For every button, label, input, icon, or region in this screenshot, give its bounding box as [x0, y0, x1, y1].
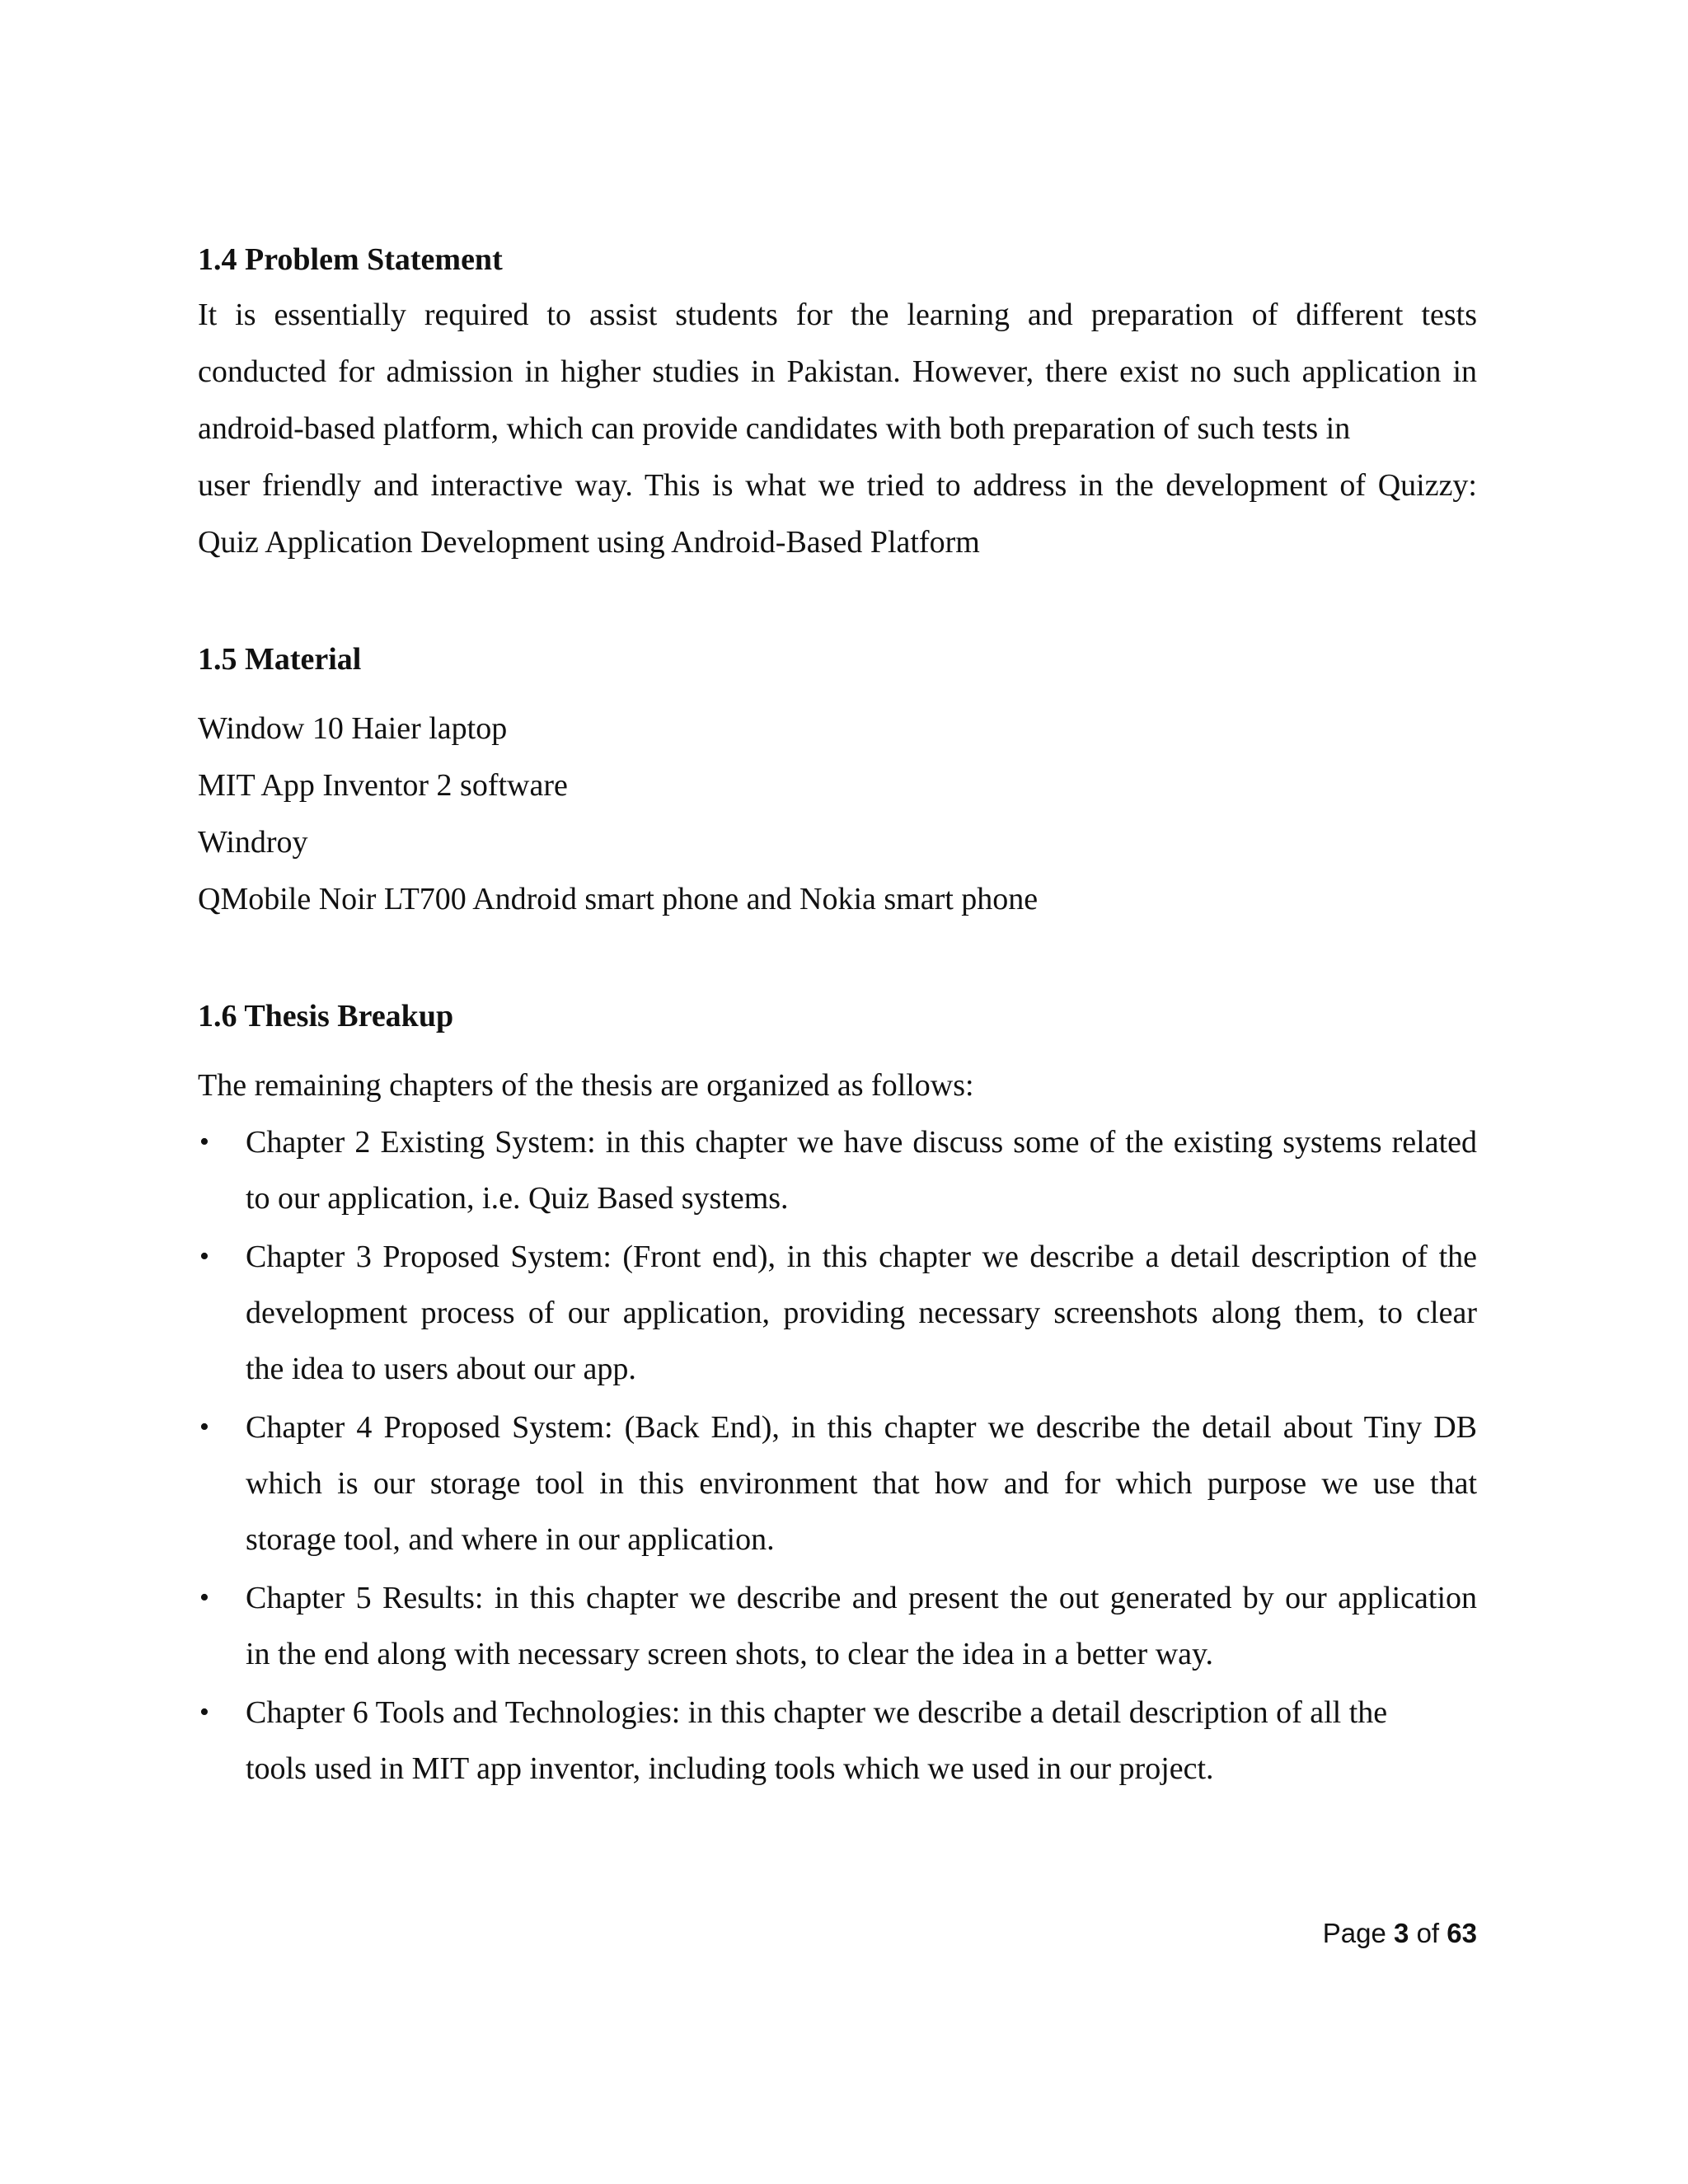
bullet-icon: • — [199, 1241, 209, 1272]
bullet-line: the idea to users about our app. — [246, 1352, 636, 1386]
bullet-line: Chapter 4 Proposed System: (Back End), in this chapter we describe the detail about Tiny DB — [246, 1410, 1477, 1445]
chapter-bullet-item — [198, 1229, 1477, 1397]
page-number-footer — [1319, 1917, 1477, 1950]
material-heading: 1.5 Material — [198, 642, 362, 677]
paragraph-line: Quiz Application Development using Android-Based Platform — [198, 525, 980, 560]
material-item: MIT App Inventor 2 software — [198, 768, 568, 803]
bullet-line: Chapter 3 Proposed System: (Front end), in this chapter we describe a detail description of the — [246, 1240, 1477, 1274]
material-item: Window 10 Haier laptop — [198, 711, 508, 746]
bullet-line: Chapter 5 Results: in this chapter we describe and present the out generated by our application — [246, 1581, 1477, 1615]
bullet-line: to our application, i.e. Quiz Based systems. — [246, 1181, 789, 1216]
of-word: of — [1416, 1918, 1440, 1948]
paragraph-line: conducted for admission in higher studies in Pakistan. However, there exist no such application in — [198, 354, 1477, 389]
bullet-line: in the end along with necessary screen shots, to clear the idea in a better way. — [246, 1637, 1214, 1671]
paragraph-line: android-based platform, which can provide candidates with both preparation of such tests in — [198, 411, 1351, 446]
thesis-breakup-intro: The remaining chapters of the thesis are organized as follows: — [198, 1068, 974, 1103]
chapter-bullet-list — [198, 1114, 1477, 1799]
material-list — [198, 701, 1038, 928]
bullet-line: Chapter 6 Tools and Technologies: in this chapter we describe a detail description of all the — [246, 1695, 1388, 1730]
bullet-icon: • — [199, 1582, 209, 1613]
problem-statement-heading: 1.4 Problem Statement — [198, 242, 503, 277]
bullet-line: tools used in MIT app inventor, including tools which we used in our project. — [246, 1751, 1214, 1786]
bullet-line: which is our storage tool in this environment that how and for which purpose we use that — [246, 1466, 1477, 1501]
bullet-icon: • — [199, 1127, 209, 1157]
page-word: Page — [1322, 1918, 1386, 1948]
bullet-icon: • — [199, 1697, 209, 1727]
current-page-number: 3 — [1394, 1918, 1409, 1948]
chapter-bullet-item — [198, 1114, 1477, 1226]
paragraph-line: user friendly and interactive way. This is what we tried to address in the development of Quizzy: — [198, 468, 1477, 503]
bullet-line: development process of our application, providing necessary screenshots along them, to clear — [246, 1296, 1477, 1330]
thesis-breakup-heading: 1.6 Thesis Breakup — [198, 999, 454, 1033]
material-item: QMobile Noir LT700 Android smart phone and Nokia smart phone — [198, 882, 1039, 916]
bullet-line: storage tool, and where in our application. — [246, 1522, 775, 1557]
chapter-bullet-item — [198, 1570, 1477, 1682]
total-pages-number: 63 — [1447, 1918, 1477, 1948]
material-item: Windroy — [198, 825, 308, 860]
chapter-bullet-item — [198, 1685, 1477, 1797]
bullet-line: Chapter 2 Existing System: in this chapter we have discuss some of the existing systems related — [246, 1125, 1477, 1160]
paragraph-line: It is essentially required to assist students for the learning and preparation of different tests — [198, 298, 1477, 332]
chapter-bullet-item — [198, 1399, 1477, 1568]
problem-statement-paragraph — [198, 287, 1477, 571]
bullet-icon: • — [199, 1412, 209, 1442]
